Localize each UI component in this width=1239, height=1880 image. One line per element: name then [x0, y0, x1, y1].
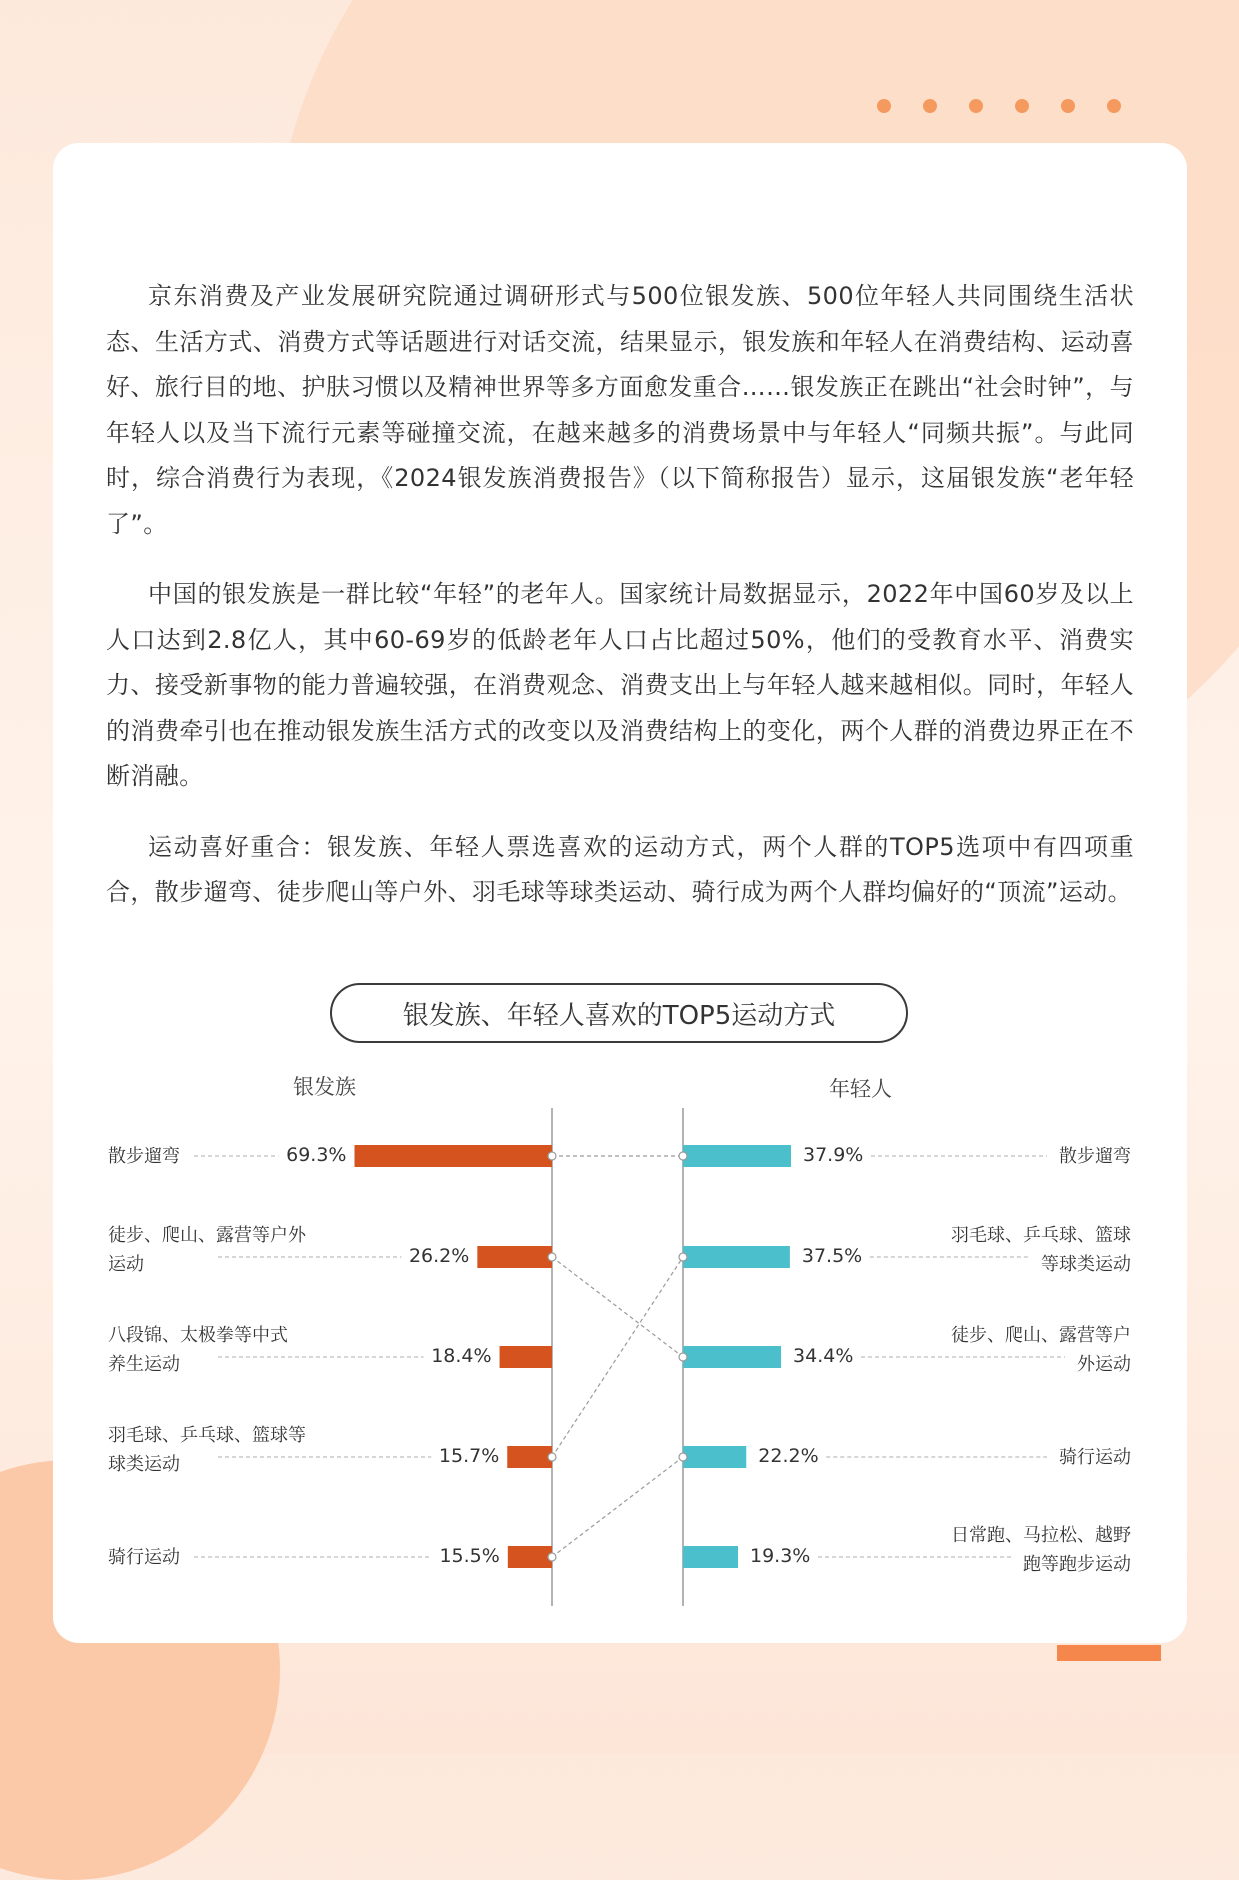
right-value-label: 22.2% [758, 1445, 819, 1467]
category-label-line: 骑行运动 [1059, 1447, 1131, 1468]
category-label-line: 羽毛球、乒乓球、篮球 [951, 1225, 1131, 1246]
left-bar [507, 1446, 552, 1468]
category-label-line: 日常跑、马拉松、越野 [951, 1525, 1131, 1546]
link-dot [548, 1453, 556, 1461]
right-bar [683, 1246, 790, 1268]
left-bar [508, 1546, 552, 1568]
category-label-line: 徒步、爬山、露营等户外 [108, 1225, 306, 1246]
left-value-label: 26.2% [408, 1245, 470, 1267]
category-label-line: 徒步、爬山、露营等户 [951, 1325, 1131, 1346]
category-label-line: 骑行运动 [108, 1547, 180, 1568]
link-dot [679, 1253, 687, 1261]
link-dot [548, 1553, 556, 1561]
right-bar [683, 1145, 791, 1167]
left-value-label: 69.3% [286, 1144, 347, 1166]
left-category-label [108, 1321, 338, 1379]
category-label-line: 球类运动 [108, 1454, 180, 1475]
right-value-label: 37.5% [801, 1245, 863, 1267]
category-label-line: 散步遛弯 [1059, 1146, 1131, 1167]
right-category-label [880, 1142, 1131, 1171]
link-dot [679, 1453, 687, 1461]
right-category-label [880, 1521, 1131, 1579]
link-line [552, 1257, 683, 1357]
left-value-label: 15.5% [439, 1545, 500, 1567]
right-bar [683, 1546, 738, 1568]
left-bar [354, 1145, 552, 1167]
right-bar [683, 1346, 781, 1368]
category-label-line: 散步遛弯 [108, 1146, 180, 1167]
link-dot [548, 1152, 556, 1160]
right-value-label: 19.3% [750, 1545, 811, 1567]
chart-title: 银发族、年轻人喜欢的TOP5运动方式 [330, 983, 908, 1043]
paragraph: 中国的银发族是一群比较“年轻”的老年人。国家统计局数据显示，2022年中国60岁及以上人口达到2.8亿人，其中60-69岁的低龄老年人口占比超过50%，他们的受教育水平、消费实力、接受新事物的能力普遍较强，在消费观念、消费支出上与年轻人越来越相似。同时，年轻人的消费牵引也在推动银发族生活方式的改变以及消费结构上的变化，两个人群的消费边界正在不断消融。 [106, 580, 1134, 790]
left-group-label: 银发族 [293, 1075, 356, 1099]
category-label-line: 外运动 [1077, 1354, 1131, 1375]
right-category-label [880, 1321, 1131, 1379]
left-category-label [108, 1543, 338, 1572]
left-category-label [108, 1421, 338, 1479]
category-label-line: 跑等跑步运动 [1023, 1554, 1131, 1575]
category-label-line: 运动 [108, 1254, 144, 1275]
left-value-label: 15.7% [438, 1445, 500, 1467]
right-category-label [880, 1443, 1131, 1472]
category-label-line: 羽毛球、乒乓球、篮球等 [108, 1425, 306, 1446]
link-dot [679, 1152, 687, 1160]
left-value-label: 18.4% [431, 1345, 492, 1367]
link-line [552, 1457, 683, 1557]
paragraph: 京东消费及产业发展研究院通过调研形式与500位银发族、500位年轻人共同围绕生活状态、生活方式、消费方式等话题进行对话交流，结果显示，银发族和年轻人在消费结构、运动喜好、旅行目的地、护肤习惯以及精神世界等多方面愈发重合……银发族正在跳出“社会时钟”，与年轻人以及当下流行元素等碰撞交流，在越来越多的消费场景中与年轻人“同频共振”。与此同时，综合消费行为表现，《2024银发族消费报告》（以下简称报告）显示，这届银发族“老年轻了”。 [106, 282, 1134, 538]
left-category-label [108, 1221, 338, 1279]
right-group-label: 年轻人 [829, 1077, 892, 1101]
right-bar [683, 1446, 746, 1468]
category-label-line: 等球类运动 [1041, 1254, 1131, 1275]
category-label-line: 养生运动 [108, 1354, 180, 1375]
left-category-label [108, 1142, 338, 1171]
link-dot [679, 1353, 687, 1361]
category-label-line: 八段锦、太极拳等中式 [108, 1325, 288, 1346]
right-value-label: 37.9% [803, 1144, 864, 1166]
right-value-label: 34.4% [793, 1345, 854, 1367]
left-bar [500, 1346, 552, 1368]
paragraph: 运动喜好重合：银发族、年轻人票选喜欢的运动方式，两个人群的TOP5选项中有四项重合，散步遛弯、徒步爬山等户外、羽毛球等球类运动、骑行成为两个人群均偏好的“顶流”运动。 [106, 832, 1134, 906]
right-category-label [880, 1221, 1131, 1279]
left-bar [477, 1246, 552, 1268]
link-dot [548, 1253, 556, 1261]
link-line [552, 1257, 683, 1457]
